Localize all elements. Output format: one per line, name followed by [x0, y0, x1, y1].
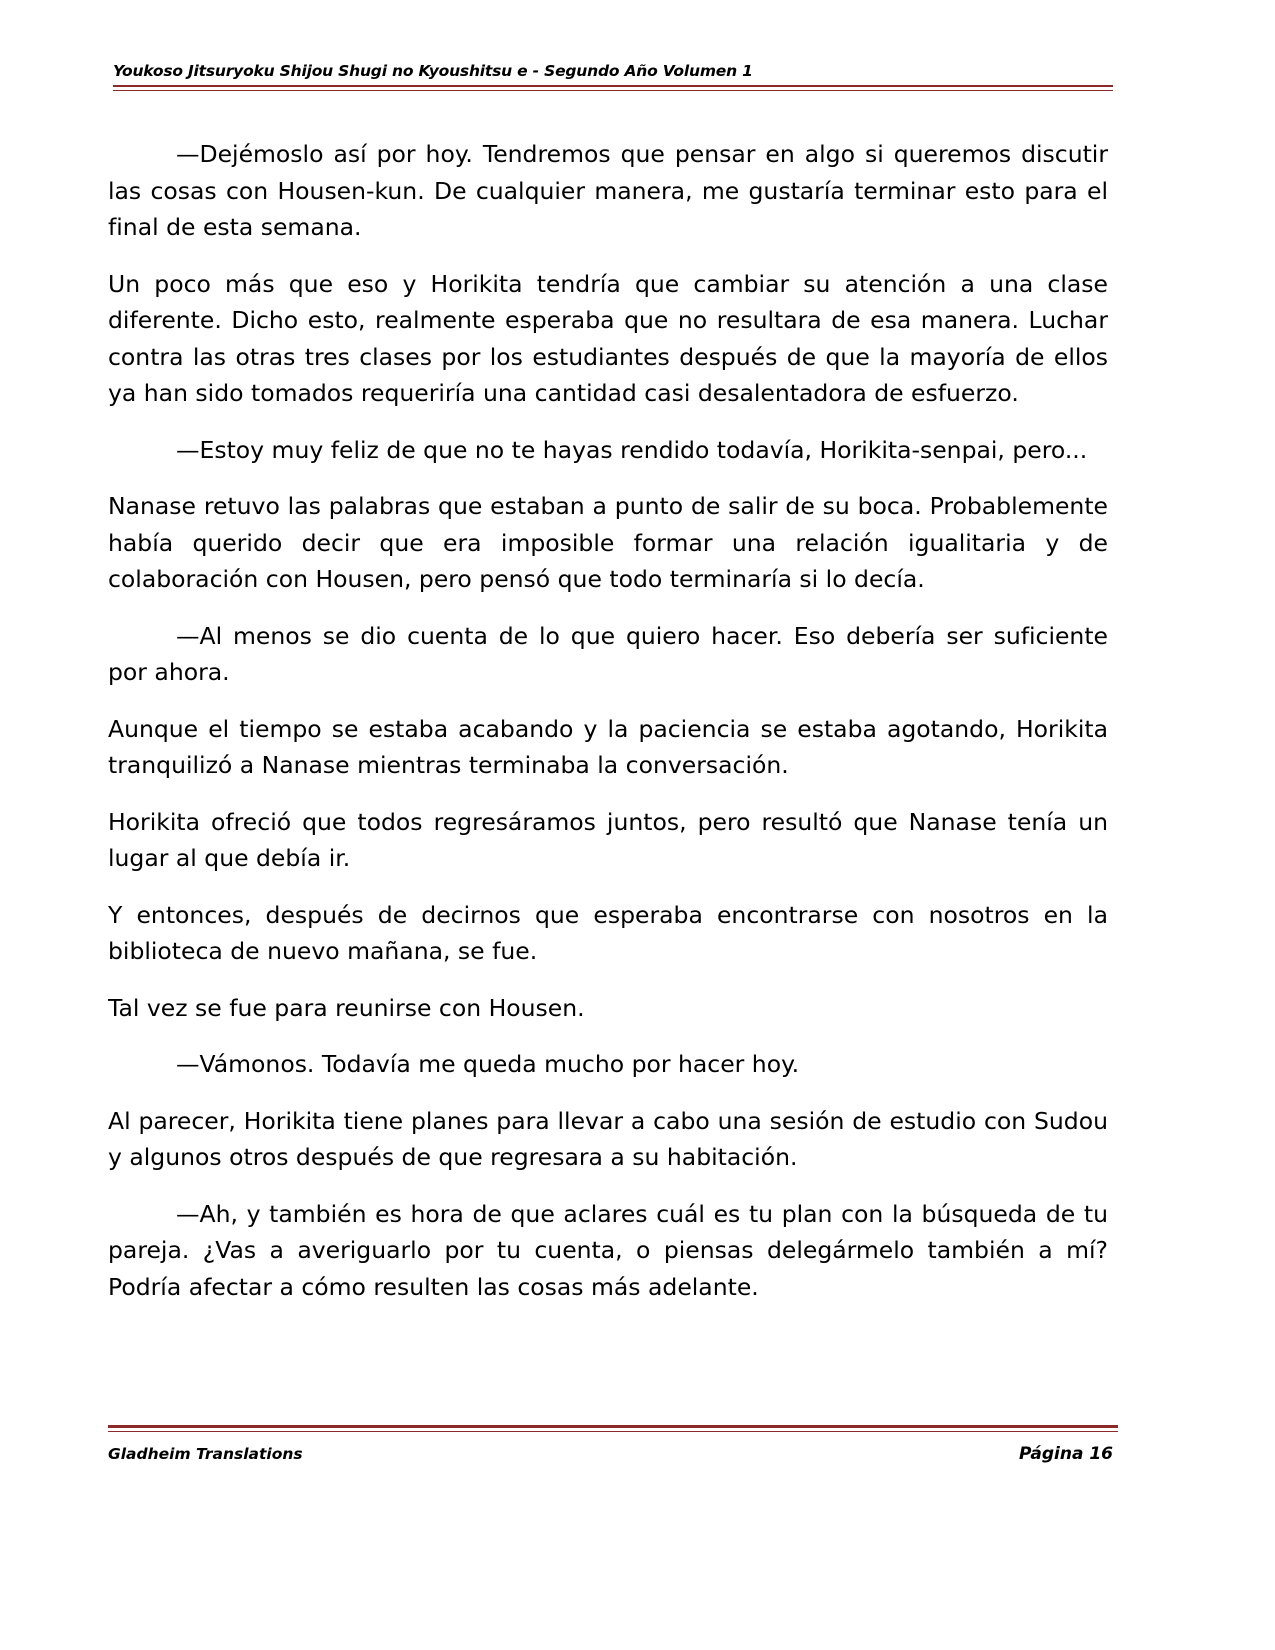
paragraph: Horikita ofreció que todos regresáramos juntos, pero resultó que Nanase tenía un lugar al que debía ir.: [108, 807, 1108, 872]
paragraph: Y entonces, después de decirnos que esperaba encontrarse con nosotros en la biblioteca de nuevo mañana, se fue.: [108, 900, 1108, 965]
paragraph: —Al menos se dio cuenta de lo que quiero hacer. Eso debería ser suficiente por ahora.: [108, 621, 1108, 686]
footer-translator-credit: Gladheim Translations: [108, 1445, 303, 1463]
paragraph: —Dejémoslo así por hoy. Tendremos que pensar en algo si queremos discutir las cosas con Housen-kun. De cualquier manera, me gustaría terminar esto para el final de esta semana.: [108, 140, 1108, 241]
footer-divider-top: [108, 1425, 1118, 1428]
paragraph: Al parecer, Horikita tiene planes para llevar a cabo una sesión de estudio con Sudou y algunos otros después de que regresara a su habitación.: [108, 1106, 1108, 1171]
paragraph: Aunque el tiempo se estaba acabando y la paciencia se estaba agotando, Horikita tranquilizó a Nanase mientras terminaba la conversación.: [108, 714, 1108, 779]
page-header: [113, 62, 1163, 91]
paragraph: Tal vez se fue para reunirse con Housen.: [108, 993, 585, 1022]
paragraph: Un poco más que eso y Horikita tendría que cambiar su atención a una clase diferente. Dicho esto, realmente esperaba que no resultara de esa manera. Luchar contra las otras tres clases por los estudiantes después de que la mayoría de ellos ya han sido tomados requeriría una cantidad casi desalentadora de esfuerzo.: [108, 269, 1108, 407]
header-title: Youkoso Jitsuryoku Shijou Shugi no Kyoushitsu e - Segundo Año Volumen 1: [113, 62, 753, 80]
paragraph: —Vámonos. Todavía me queda mucho por hacer hoy.: [176, 1050, 800, 1078]
footer-row: [108, 1444, 1113, 1464]
document-body: [108, 136, 1108, 1305]
footer-page-number: Página 16: [1019, 1444, 1113, 1464]
paragraph: Nanase retuvo las palabras que estaban a punto de salir de su boca. Probablemente había querido decir que era imposible formar una relación igualitaria y de colaboración con Housen, pero pensó que todo terminaría si lo decía.: [108, 492, 1108, 593]
paragraph: —Ah, y también es hora de que aclares cuál es tu plan con la búsqueda de tu pareja. ¿Vas a averiguarlo por tu cuenta, o piensas delegármelo también a mí? Podría afectar a cómo resulten las cosas más adelante.: [108, 1199, 1108, 1301]
paragraph: —Estoy muy feliz de que no te hayas rendido todavía, Horikita-senpai, pero...: [176, 435, 1088, 464]
page-footer: [108, 1425, 1118, 1464]
header-divider: [113, 85, 1113, 91]
footer-divider-bottom: [108, 1431, 1118, 1432]
